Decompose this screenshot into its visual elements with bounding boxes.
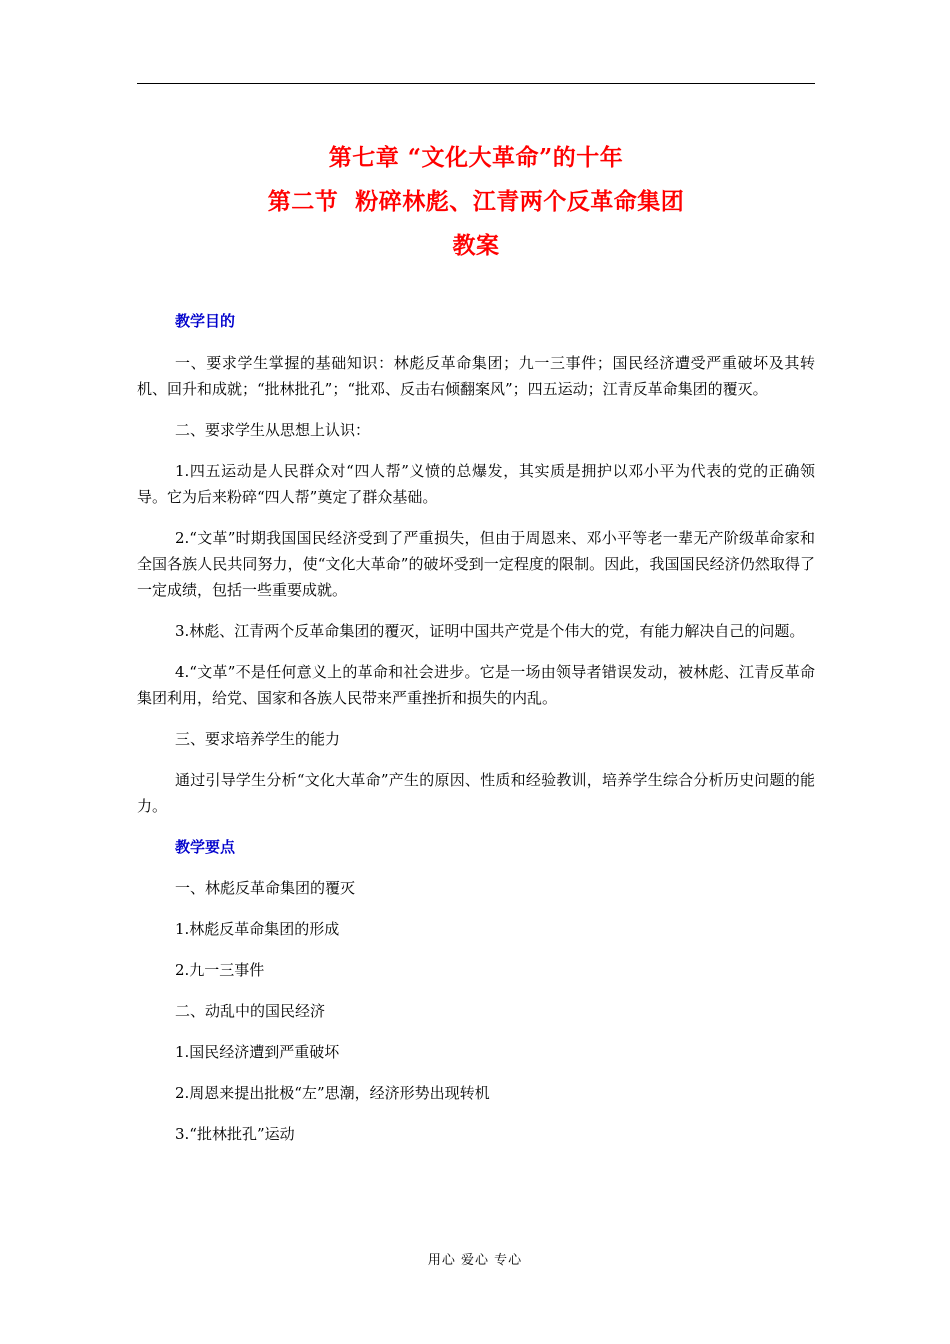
keypoint-item: 2.周恩来提出批极“左”思潮，经济形势出现转机 — [175, 1084, 490, 1102]
chapter-title: 第七章 “文化大革命”的十年 — [328, 144, 624, 171]
objectives-paragraph-8: 通过引导学生分析“文化大革命”产生的原因、性质和经验教训，培养学生综合分析历史问题的能力。 — [137, 771, 815, 815]
keypoint-item: 二、动乱中的国民经济 — [175, 1002, 326, 1020]
page-footer: 用心 爱心 专心 — [427, 1253, 523, 1268]
objectives-paragraph-6: 4.“文革”不是任何意义上的革命和社会进步。它是一场由领导者错误发动，被林彪、江青反革命集团利用，给党、国家和各族人民带来严重挫折和损失的内乱。 — [137, 663, 815, 707]
keypoint-item: 一、林彪反革命集团的覆灭 — [175, 879, 356, 897]
keypoint-item: 3.“批林批孔”运动 — [175, 1125, 295, 1143]
objectives-paragraph-5: 3.林彪、江青两个反革命集团的覆灭，证明中国共产党是个伟大的党，有能力解决自己的问题。 — [175, 622, 805, 640]
section-title: 第二节 粉碎林彪、江青两个反革命集团 — [267, 188, 685, 215]
document-body — [137, 308, 815, 1147]
objectives-heading: 教学目的 — [175, 312, 236, 330]
objectives-paragraph-7: 三、要求培养学生的能力 — [175, 730, 341, 748]
keypoint-item: 1.林彪反革命集团的形成 — [175, 920, 340, 938]
keypoints-heading: 教学要点 — [175, 838, 236, 856]
title-block — [137, 136, 815, 268]
objectives-paragraph-1: 一、要求学生掌握的基础知识：林彪反革命集团；九一三事件；国民经济遭受严重破坏及其转机、回升和成就；“批林批孔”；“批邓、反击右倾翻案风”；四五运动；江青反革命集团的覆灭。 — [137, 354, 815, 398]
objectives-paragraph-4: 2.“文革”时期我国国民经济受到了严重损失，但由于周恩来、邓小平等老一辈无产阶级革命家和全国各族人民共同努力，使“文化大革命”的破坏受到一定程度的限制。因此，我国国民经济仍然取得了一定成绩，包括一些重要成就。 — [137, 529, 815, 599]
header-rule — [137, 83, 815, 84]
keypoint-item: 2.九一三事件 — [175, 961, 265, 979]
objectives-paragraph-3: 1.四五运动是人民群众对“四人帮”义愤的总爆发，其实质是拥护以邓小平为代表的党的正确领导。它为后来粉碎“四人帮”奠定了群众基础。 — [137, 462, 815, 506]
keypoint-item: 1.国民经济遭到严重破坏 — [175, 1043, 340, 1061]
objectives-paragraph-2: 二、要求学生从思想上认识： — [175, 421, 371, 439]
doc-type-title: 教案 — [452, 232, 500, 259]
